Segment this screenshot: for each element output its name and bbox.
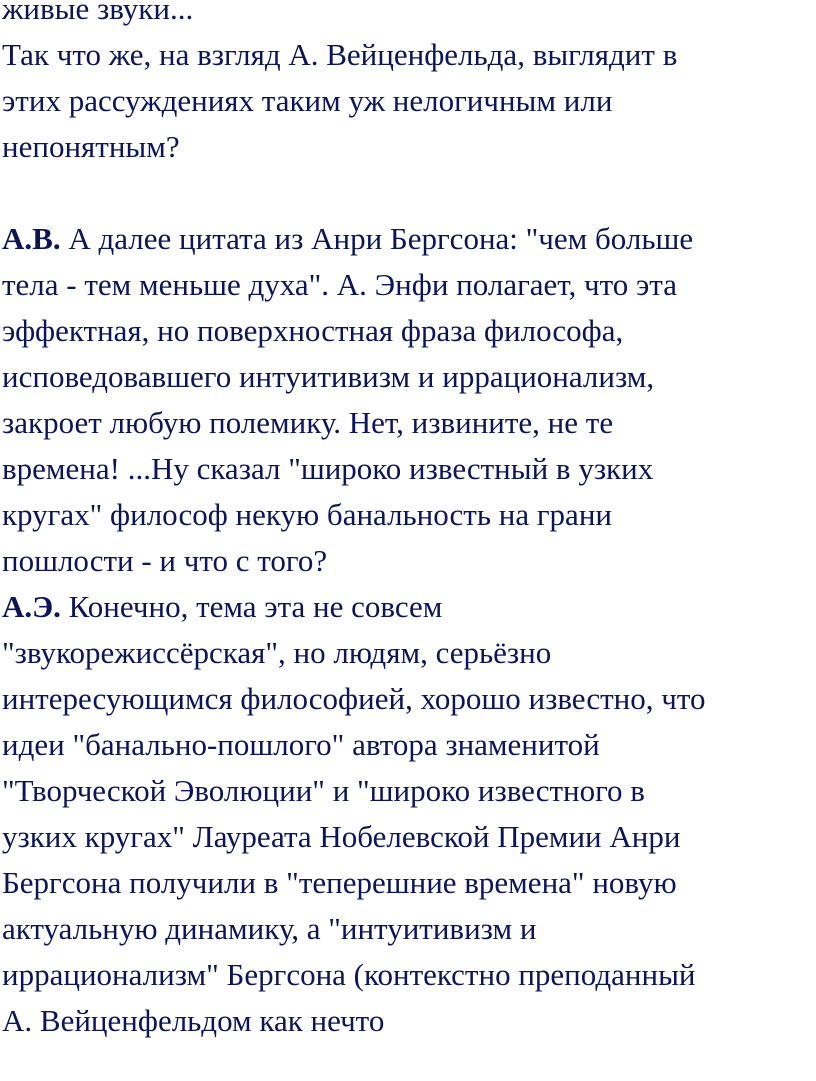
text-line: кругах" философ некую банальность на грани	[2, 497, 612, 532]
text-line: непонятным?	[2, 129, 180, 164]
blank-line	[2, 170, 814, 216]
text-line: Так что же, на взгляд А. Вейценфельда, выглядит в	[2, 37, 678, 72]
text-line: А. Вейценфельдом как нечто	[2, 1003, 385, 1038]
line-text: Конечно, тема эта не совсем	[60, 589, 443, 624]
text-line: живые звуки...	[2, 0, 194, 26]
text-line: времена! ...Ну сказал "широко известный в узких	[2, 451, 654, 486]
text-line: этих рассуждениях таким уж нелогичным или	[2, 83, 613, 118]
text-line	[2, 216, 814, 262]
line-text: А далее цитата из Анри Бергсона: "чем больше	[60, 221, 694, 256]
text-line: тела - тем меньше духа". А. Энфи полагает, что эта	[2, 267, 677, 302]
article-text	[2, 0, 814, 1044]
speaker-label: А.В.	[2, 221, 61, 256]
text-line: эффектная, но поверхностная фраза философа,	[2, 313, 624, 348]
text-line: исповедовавшего интуитивизм и иррационализм,	[2, 359, 655, 394]
text-line: "Творческой Эволюции" и "широко известного в	[2, 773, 645, 808]
text-line	[2, 584, 814, 630]
text-line: интересующимся философией, хорошо известно, что	[2, 681, 706, 716]
text-line: узких кругах" Лауреата Нобелевской Премии Анри	[2, 819, 681, 854]
text-line: Бергсона получили в "теперешние времена" новую	[2, 865, 677, 900]
text-line: пошлости - и что с того?	[2, 543, 328, 578]
text-line: закроет любую полемику. Нет, извините, не те	[2, 405, 614, 440]
text-line: иррационализм" Бергсона (контекстно преподанный	[2, 957, 696, 992]
speaker-label: А.Э.	[2, 589, 61, 624]
text-line: идеи "банально-пошлого" автора знаменитой	[2, 727, 600, 762]
text-line: актуальную динамику, а "интуитивизм и	[2, 911, 537, 946]
text-line: "звукорежиссёрская", но людям, серьёзно	[2, 635, 552, 670]
